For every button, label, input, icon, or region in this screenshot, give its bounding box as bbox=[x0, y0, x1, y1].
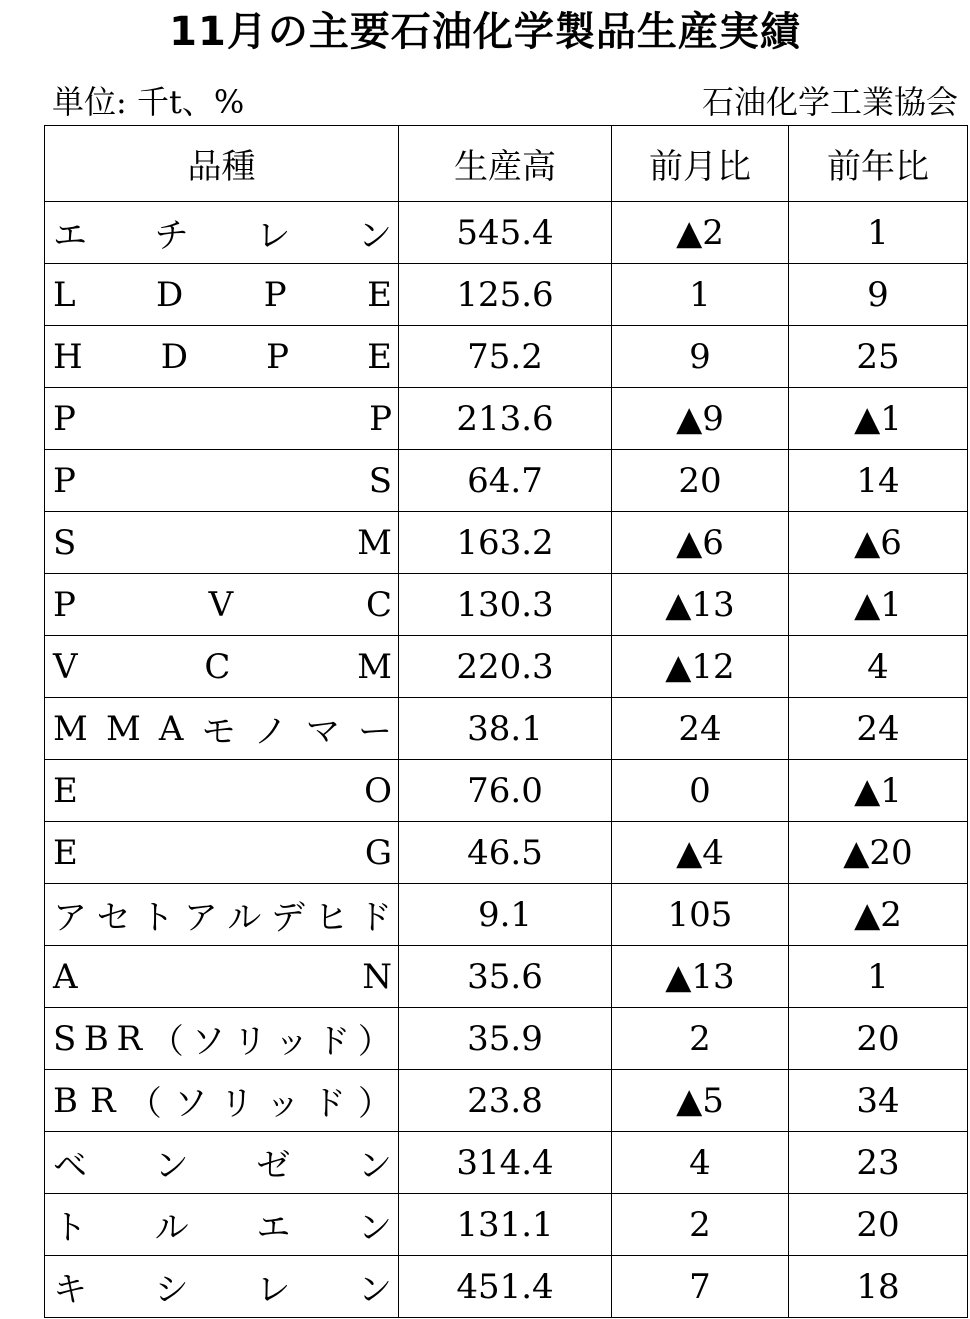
header-yoy: 前年比 bbox=[789, 126, 968, 202]
yoy-cell: 14 bbox=[789, 450, 968, 512]
product-name-char: ル bbox=[227, 898, 262, 938]
yoy-cell: 20 bbox=[789, 1008, 968, 1070]
product-name-char: E bbox=[367, 274, 392, 315]
product-name-char: ド bbox=[311, 1084, 346, 1124]
product-name-char: エ bbox=[53, 216, 87, 256]
product-name-char: ッ bbox=[265, 1084, 300, 1124]
product-name-cell bbox=[45, 450, 399, 512]
product-name-char: セ bbox=[96, 898, 131, 938]
table-row bbox=[45, 202, 968, 264]
unit-label: 単位: 千t、% bbox=[52, 83, 245, 121]
product-name-char: シ bbox=[154, 1270, 189, 1310]
mom-cell: ▲2 bbox=[612, 202, 789, 264]
table-row bbox=[45, 574, 968, 636]
table-row bbox=[45, 512, 968, 574]
yoy-cell: 24 bbox=[789, 698, 968, 760]
table-row bbox=[45, 1008, 968, 1070]
source-label: 石油化学工業協会 bbox=[701, 83, 958, 121]
product-name-char: ト bbox=[53, 1208, 87, 1248]
product-name-char: エ bbox=[256, 1208, 291, 1248]
product-name-char: R bbox=[90, 1080, 116, 1121]
product-name-char: リ bbox=[219, 1084, 254, 1124]
yoy-cell: 20 bbox=[789, 1194, 968, 1256]
production-cell: 38.1 bbox=[399, 698, 612, 760]
product-name-char: M bbox=[357, 522, 392, 563]
table-row bbox=[45, 698, 968, 760]
product-name-char: ン bbox=[357, 1146, 392, 1186]
product-name-char: マ bbox=[305, 712, 340, 752]
table-row bbox=[45, 264, 968, 326]
product-name-cell bbox=[45, 760, 399, 822]
mom-cell: 9 bbox=[612, 326, 789, 388]
product-name-char: D bbox=[160, 336, 189, 377]
product-name-char: A bbox=[53, 956, 78, 997]
production-cell: 131.1 bbox=[399, 1194, 612, 1256]
header-production: 生産高 bbox=[399, 126, 612, 202]
mom-cell: ▲13 bbox=[612, 574, 789, 636]
product-name-char: キ bbox=[53, 1270, 87, 1310]
product-name-char: ン bbox=[357, 216, 392, 256]
table-row bbox=[45, 822, 968, 884]
product-name-char: ソ bbox=[173, 1084, 208, 1124]
product-name-char: デ bbox=[270, 898, 305, 938]
table-row bbox=[45, 636, 968, 698]
product-name-cell bbox=[45, 1008, 399, 1070]
product-name-char: P bbox=[53, 584, 76, 625]
product-name-cell bbox=[45, 388, 399, 450]
product-name-cell bbox=[45, 698, 399, 760]
product-name-cell bbox=[45, 202, 399, 264]
yoy-cell: 1 bbox=[789, 202, 968, 264]
production-cell: 23.8 bbox=[399, 1070, 612, 1132]
product-name-char: ー bbox=[357, 712, 392, 752]
production-cell: 76.0 bbox=[399, 760, 612, 822]
product-name-char: S bbox=[53, 1018, 77, 1059]
yoy-cell: ▲2 bbox=[789, 884, 968, 946]
product-name-char: C bbox=[204, 646, 231, 687]
product-name-char: ア bbox=[53, 898, 87, 938]
product-name-char: ッ bbox=[274, 1022, 309, 1062]
product-name-cell bbox=[45, 264, 399, 326]
table-row bbox=[45, 1070, 968, 1132]
product-name-char: O bbox=[364, 770, 392, 811]
product-name-char: リ bbox=[233, 1022, 268, 1062]
header-product: 品種 bbox=[45, 126, 399, 202]
product-name-char: A bbox=[158, 708, 184, 749]
product-name-char: B bbox=[53, 1080, 78, 1121]
product-name-char: P bbox=[266, 336, 290, 377]
product-name-char: S bbox=[368, 460, 392, 501]
product-name-cell bbox=[45, 1256, 399, 1318]
mom-cell: ▲13 bbox=[612, 946, 789, 1008]
product-name-char: ル bbox=[154, 1208, 189, 1248]
table-row bbox=[45, 946, 968, 1008]
production-cell: 75.2 bbox=[399, 326, 612, 388]
table-row bbox=[45, 884, 968, 946]
product-name-cell bbox=[45, 884, 399, 946]
product-name-char: G bbox=[364, 832, 392, 873]
yoy-cell: ▲1 bbox=[789, 574, 968, 636]
yoy-cell: 18 bbox=[789, 1256, 968, 1318]
product-name-char: M bbox=[357, 646, 392, 687]
product-name-cell bbox=[45, 574, 399, 636]
production-cell: 163.2 bbox=[399, 512, 612, 574]
table-row bbox=[45, 760, 968, 822]
mom-cell: ▲4 bbox=[612, 822, 789, 884]
mom-cell: 2 bbox=[612, 1194, 789, 1256]
product-name-char: （ bbox=[149, 1022, 184, 1062]
yoy-cell: 34 bbox=[789, 1070, 968, 1132]
product-name-char: ン bbox=[357, 1208, 392, 1248]
product-name-char: E bbox=[367, 336, 392, 377]
product-name-char: L bbox=[53, 274, 76, 315]
production-cell: 46.5 bbox=[399, 822, 612, 884]
product-name-char: レ bbox=[256, 1270, 291, 1310]
product-name-char: ソ bbox=[191, 1022, 226, 1062]
mom-cell: 20 bbox=[612, 450, 789, 512]
product-name-char: P bbox=[369, 398, 392, 439]
product-name-char: V bbox=[208, 584, 234, 625]
product-name-char: V bbox=[53, 646, 78, 687]
product-name-cell bbox=[45, 822, 399, 884]
table-row bbox=[45, 450, 968, 512]
product-name-char: S bbox=[53, 522, 77, 563]
production-cell: 314.4 bbox=[399, 1132, 612, 1194]
product-name-cell bbox=[45, 1194, 399, 1256]
product-name-char: （ bbox=[127, 1084, 162, 1124]
production-cell: 64.7 bbox=[399, 450, 612, 512]
product-name-char: ） bbox=[357, 1084, 392, 1124]
table-row bbox=[45, 326, 968, 388]
header-mom: 前月比 bbox=[612, 126, 789, 202]
product-name-char: ヒ bbox=[314, 898, 349, 938]
production-cell: 545.4 bbox=[399, 202, 612, 264]
product-name-cell bbox=[45, 636, 399, 698]
product-name-char: B bbox=[83, 1018, 109, 1059]
mom-cell: ▲12 bbox=[612, 636, 789, 698]
product-name-char: M bbox=[53, 708, 88, 749]
yoy-cell: 4 bbox=[789, 636, 968, 698]
production-cell: 125.6 bbox=[399, 264, 612, 326]
product-name-char: チ bbox=[154, 216, 189, 256]
product-name-char: ン bbox=[357, 1270, 392, 1310]
mom-cell: 105 bbox=[612, 884, 789, 946]
page-title: 11月の主要石油化学製品生産実績 bbox=[169, 9, 801, 55]
yoy-cell: ▲20 bbox=[789, 822, 968, 884]
product-name-char: ベ bbox=[53, 1146, 87, 1186]
product-name-char: ゼ bbox=[256, 1146, 291, 1186]
product-name-cell bbox=[45, 1132, 399, 1194]
production-cell: 220.3 bbox=[399, 636, 612, 698]
mom-cell: ▲9 bbox=[612, 388, 789, 450]
product-name-char: C bbox=[365, 584, 392, 625]
mom-cell: ▲6 bbox=[612, 512, 789, 574]
table-header-row bbox=[45, 126, 968, 202]
product-name-char: D bbox=[156, 274, 184, 315]
product-name-char: N bbox=[362, 956, 392, 997]
product-name-char: ド bbox=[316, 1022, 351, 1062]
product-name-char: モ bbox=[201, 712, 236, 752]
product-name-char: ド bbox=[357, 898, 392, 938]
product-name-cell bbox=[45, 326, 399, 388]
product-name-cell bbox=[45, 512, 399, 574]
mom-cell: 24 bbox=[612, 698, 789, 760]
mom-cell: ▲5 bbox=[612, 1070, 789, 1132]
mom-cell: 4 bbox=[612, 1132, 789, 1194]
table-row bbox=[45, 1256, 968, 1318]
product-name-cell bbox=[45, 1070, 399, 1132]
product-name-char: レ bbox=[256, 216, 291, 256]
product-name-char: ） bbox=[357, 1022, 392, 1062]
product-name-cell bbox=[45, 946, 399, 1008]
product-name-char: ト bbox=[140, 898, 175, 938]
table-row bbox=[45, 388, 968, 450]
product-name-char: ン bbox=[154, 1146, 189, 1186]
yoy-cell: 23 bbox=[789, 1132, 968, 1194]
yoy-cell: 9 bbox=[789, 264, 968, 326]
product-name-char: M bbox=[105, 708, 141, 749]
product-name-char: H bbox=[53, 336, 83, 377]
product-name-char: P bbox=[53, 398, 76, 439]
mom-cell: 2 bbox=[612, 1008, 789, 1070]
yoy-cell: 1 bbox=[789, 946, 968, 1008]
product-name-char: P bbox=[53, 460, 76, 501]
product-name-char: R bbox=[116, 1018, 143, 1059]
product-name-char: E bbox=[53, 770, 78, 811]
table-row bbox=[45, 1132, 968, 1194]
production-table bbox=[44, 125, 968, 1318]
product-name-char: P bbox=[263, 274, 287, 315]
mom-cell: 0 bbox=[612, 760, 789, 822]
mom-cell: 1 bbox=[612, 264, 789, 326]
product-name-char: E bbox=[53, 832, 78, 873]
production-cell: 35.9 bbox=[399, 1008, 612, 1070]
production-cell: 35.6 bbox=[399, 946, 612, 1008]
product-name-char: ノ bbox=[253, 712, 288, 752]
production-cell: 9.1 bbox=[399, 884, 612, 946]
production-cell: 213.6 bbox=[399, 388, 612, 450]
mom-cell: 7 bbox=[612, 1256, 789, 1318]
yoy-cell: 25 bbox=[789, 326, 968, 388]
yoy-cell: ▲1 bbox=[789, 388, 968, 450]
yoy-cell: ▲6 bbox=[789, 512, 968, 574]
production-cell: 130.3 bbox=[399, 574, 612, 636]
table-row bbox=[45, 1194, 968, 1256]
product-name-char: ア bbox=[183, 898, 218, 938]
production-cell: 451.4 bbox=[399, 1256, 612, 1318]
yoy-cell: ▲1 bbox=[789, 760, 968, 822]
